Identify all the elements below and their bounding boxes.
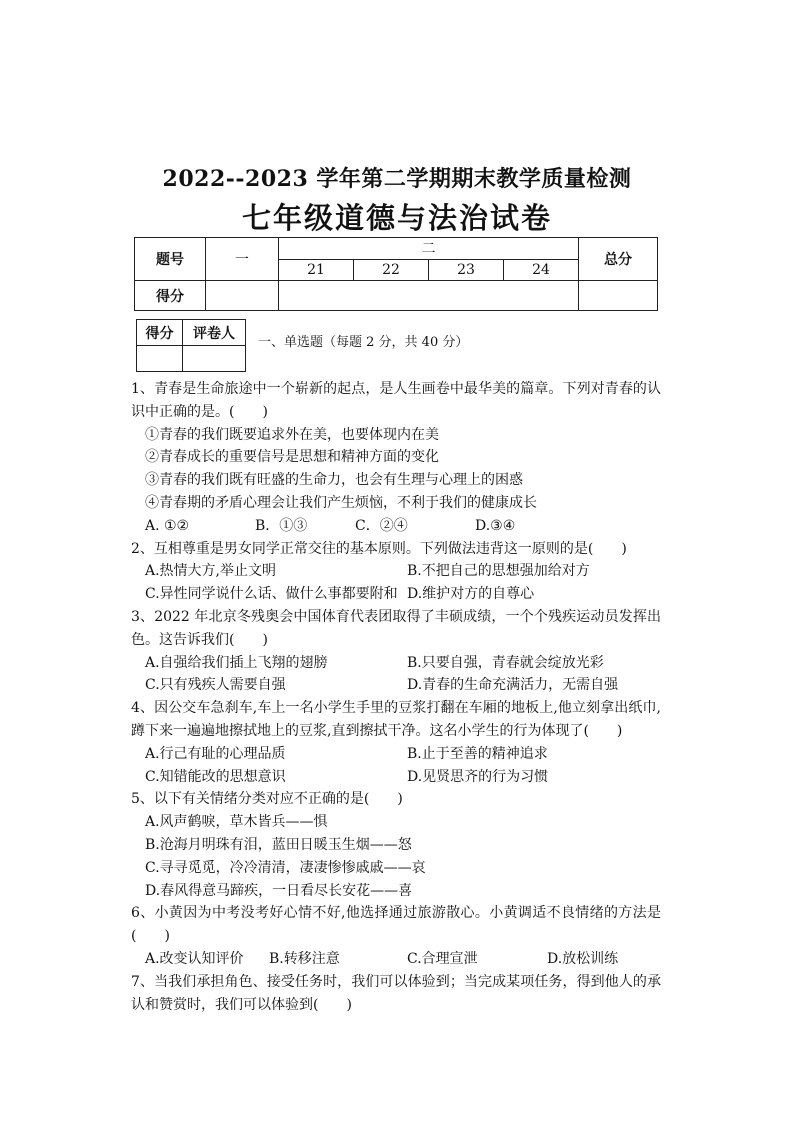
score-table-label-defen: 得分 [135, 281, 206, 311]
question-1-statement: ①青春的我们既要追求外在美，也要体现内在美 [145, 426, 439, 443]
option-a: A.改变认知评价 [145, 950, 244, 967]
question-4-stem: 4、因公交车急刹车,车上一名小学生手里的豆浆打翻在车厢的地板上,他立刻拿出纸巾,蹲下来一遍遍地擦拭地上的豆浆,直到擦拭干净。这名小学生的行为体现了( ) [131, 700, 661, 739]
option-b: B.沧海月明珠有泪，蓝田日暖玉生烟——怒 [145, 836, 412, 853]
option-d: D.青春的生命充满活力，无需自强 [407, 677, 619, 694]
option-c: C.寻寻觅觅，冷冷清清，凄凄惨惨戚戚——哀 [145, 859, 426, 876]
score-cell-total [579, 281, 658, 311]
score-table-q24: 24 [504, 259, 579, 281]
question-1-statement: ②青春成长的重要信号是思想和精神方面的变化 [145, 449, 439, 466]
option-b: B．①③ [255, 517, 308, 534]
question-3-options-row2 [131, 674, 661, 697]
option-d: D.放松训练 [547, 950, 619, 967]
option-c: C.只有残疾人需要自强 [145, 677, 286, 694]
question-4-options-row1 [131, 743, 661, 766]
option-a: A.热情大方,举止文明 [145, 563, 277, 580]
option-b: B.只要自强，青春就会绽放光彩 [407, 654, 604, 671]
question-7-stem: 7、当我们承担角色、接受任务时，我们可以体验到；当完成某项任务，得到他人的承认和赞赏时，我们可以体验到( ) [131, 973, 661, 1013]
question-1-options [131, 515, 661, 538]
question-list [131, 378, 661, 1016]
question-5-stem: 5、以下有关情绪分类对应不正确的是( ) [131, 791, 403, 808]
exam-title: 七年级道德与法治试卷 [241, 201, 552, 235]
question-1-statement: ④青春期的矛盾心理会让我们产生烦恼，不利于我们的健康成长 [145, 494, 537, 511]
question-6-stem: 6、小黄因为中考没考好心情不好,他选择通过旅游散心。小黄调适不良情绪的方法是( ) [131, 905, 661, 945]
score-table-q22: 22 [354, 259, 429, 281]
option-c: C.异性同学说什么话、做什么事都要附和 [145, 586, 398, 603]
grader-box-score-label: 得分 [137, 320, 183, 346]
question-1-statement: ③青春的我们既有旺盛的生命力，也会有生理与心理上的困惑 [145, 472, 523, 489]
question-3-options-row1 [131, 652, 661, 675]
option-a: A.自强给我们插上飞翔的翅膀 [145, 654, 328, 671]
score-table-label-tihao: 题号 [135, 238, 206, 281]
question-3-stem: 3、2022 年北京冬残奥会中国体育代表团取得了丰硕成绩，一个个残疾运动员发挥出色。这告诉我们( ) [131, 608, 661, 648]
question-1-stem: 1、青春是生命旅途中一个崭新的起点，是人生画卷中最华美的篇章。下列对青春的认识中正确的是。( ) [131, 381, 661, 420]
question-6-options [131, 948, 661, 971]
grader-box-grader-label: 评卷人 [183, 320, 246, 346]
option-b: B.不把自己的思想强加给对方 [407, 563, 590, 580]
question-4-options-row2 [131, 766, 661, 789]
option-b: B.转移注意 [269, 950, 340, 967]
score-cell-part-one [206, 281, 279, 311]
option-c: C.知错能改的思想意识 [145, 768, 286, 785]
score-table-part-one: 一 [206, 238, 279, 281]
option-b: B.止于至善的精神追求 [407, 745, 548, 762]
question-2-stem: 2、互相尊重是男女同学正常交往的基本原则。下列做法违背这一原则的是( ) [131, 540, 627, 557]
question-2-options-row2 [131, 583, 661, 606]
score-table-q23: 23 [429, 259, 504, 281]
grader-box-grader-cell [183, 346, 246, 372]
score-table-part-two: 二 [279, 238, 579, 260]
score-table-q21: 21 [279, 259, 354, 281]
score-table [134, 237, 658, 311]
exam-header-line1: 2022--2023 学年第二学期期末教学质量检测 [162, 166, 632, 192]
option-d: D.春风得意马蹄疾，一日看尽长安花——喜 [145, 882, 413, 899]
question-2-options-row1 [131, 560, 661, 583]
section-title: 一、单选题（每题 2 分，共 40 分） [258, 335, 469, 350]
score-cell-part-two [279, 281, 579, 311]
option-d: D.③④ [475, 517, 516, 534]
option-c: C.合理宣泄 [407, 950, 478, 967]
option-a: A. ①② [145, 517, 190, 534]
option-a: A.风声鹤唳，草木皆兵——惧 [145, 814, 328, 831]
option-d: D.见贤思齐的行为习惯 [407, 768, 549, 785]
option-d: D.维护对方的自尊心 [407, 586, 535, 603]
option-c: C．②④ [355, 517, 408, 534]
grader-box [136, 319, 246, 372]
grader-box-score-cell [137, 346, 183, 372]
score-table-total: 总分 [579, 238, 658, 281]
option-a: A.行己有耻的心理品质 [145, 745, 286, 762]
